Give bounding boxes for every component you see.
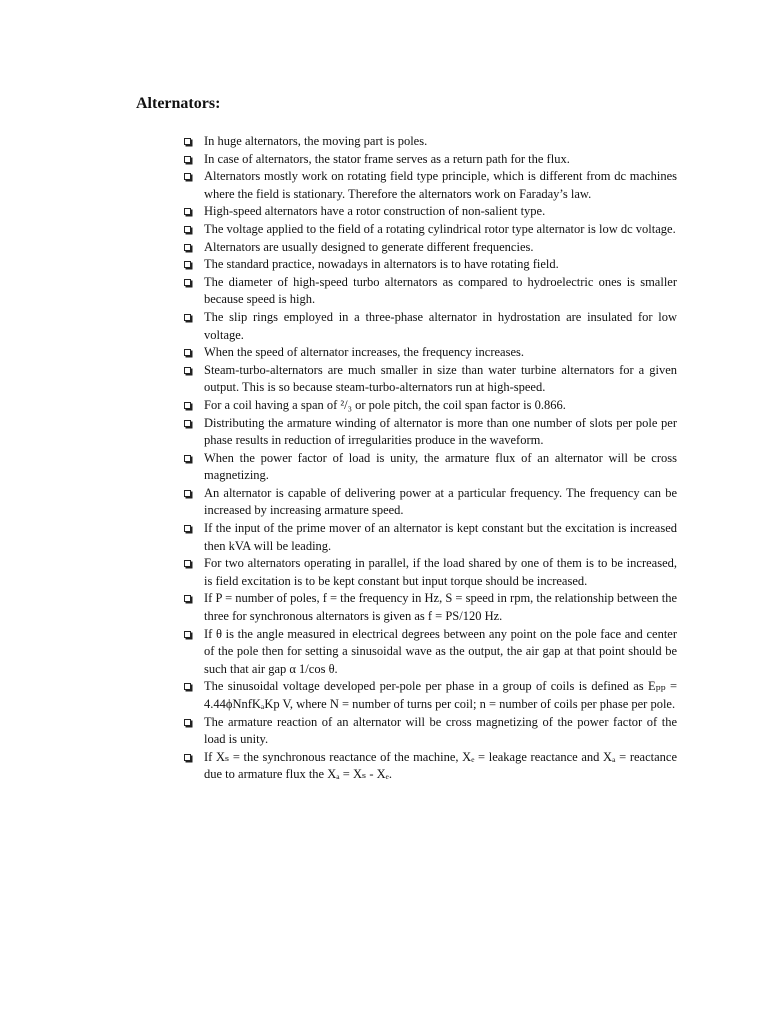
checkbox-bullet-icon xyxy=(184,314,191,321)
list-item xyxy=(184,309,677,344)
list-item xyxy=(184,555,677,590)
list-item-text: In case of alternators, the stator frame serves as a return path for the flux. xyxy=(204,151,570,166)
list-item-text: Alternators mostly work on rotating field type principle, which is different from dc machines where the field is stationary. Therefore the alternators work on Faraday’s law. xyxy=(204,169,677,201)
list-item xyxy=(184,362,677,397)
checkbox-bullet-icon xyxy=(184,455,191,462)
list-item xyxy=(184,256,677,274)
checkbox-bullet-icon xyxy=(184,402,191,409)
list-item-text: For two alternators operating in parallel, if the load shared by one of them is to be increased, is field excitation is to be kept constant but input torque should be increased. xyxy=(204,556,677,588)
checkbox-bullet-icon xyxy=(184,226,191,233)
list-item xyxy=(184,274,677,309)
list-item-text: Alternators are usually designed to generate different frequencies. xyxy=(204,239,534,254)
list-item xyxy=(184,590,677,625)
list-item xyxy=(184,239,677,257)
bullet-list xyxy=(184,133,677,784)
list-item-text: The sinusoidal voltage developed per-pole per phase in a group of coils is defined as Eₚₚ = 4.44ϕNnfKₐKp V, where N = number of turns per coil; n = number of coils per phase per pole. xyxy=(204,679,677,711)
checkbox-bullet-icon xyxy=(184,349,191,356)
list-item xyxy=(184,485,677,520)
checkbox-bullet-icon xyxy=(184,631,191,638)
document-title: Alternators: xyxy=(136,95,221,112)
checkbox-bullet-icon xyxy=(184,595,191,602)
list-item-text: If θ is the angle measured in electrical degrees between any point on the pole face and center of the pole then for setting a sinusoidal wave as the output, the air gap at that point should be such that air gap α 1/cos θ. xyxy=(204,626,677,676)
checkbox-bullet-icon xyxy=(184,754,191,761)
list-item xyxy=(184,203,677,221)
list-item xyxy=(184,520,677,555)
list-item xyxy=(184,678,677,713)
list-item xyxy=(184,168,677,203)
list-item-text: When the speed of alternator increases, the frequency increases. xyxy=(204,345,524,360)
checkbox-bullet-icon xyxy=(184,525,191,532)
list-item xyxy=(184,133,677,151)
list-item-text: In huge alternators, the moving part is poles. xyxy=(204,134,428,148)
list-item xyxy=(184,397,677,415)
checkbox-bullet-icon xyxy=(184,173,191,180)
list-item-text: High-speed alternators have a rotor construction of non-salient type. xyxy=(204,204,546,219)
list-item-text: If the input of the prime mover of an alternator is kept constant but the excitation is increased then kVA will be leading. xyxy=(204,521,677,553)
list-item-text: An alternator is capable of delivering power at a particular frequency. The frequency can be increased by increasing armature speed. xyxy=(204,485,677,518)
list-item xyxy=(184,344,677,362)
list-item-text: Distributing the armature winding of alternator is more than one number of slots per pole per phase results in reduction of irregularities produce in the waveform. xyxy=(204,415,677,448)
checkbox-bullet-icon xyxy=(184,420,191,427)
list-item-text: When the power factor of load is unity, the armature flux of an alternator will be cross magnetizing. xyxy=(204,450,677,483)
list-item-text: Steam-turbo-alternators are much smaller in size than water turbine alternators for a given output. This is so because steam-turbo-alternators run at high-speed. xyxy=(204,362,677,395)
list-item-text: The voltage applied to the field of a rotating cylindrical rotor type alternator is low dc voltage. xyxy=(204,221,676,236)
checkbox-bullet-icon xyxy=(184,367,191,374)
list-item xyxy=(184,151,677,169)
checkbox-bullet-icon xyxy=(184,279,191,286)
list-item-text: The slip rings employed in a three-phase alternator in hydrostation are insulated for low voltage. xyxy=(204,309,677,342)
checkbox-bullet-icon xyxy=(184,244,191,251)
checkbox-bullet-icon xyxy=(184,490,191,497)
list-item xyxy=(184,714,677,749)
list-item xyxy=(184,221,677,239)
checkbox-bullet-icon xyxy=(184,261,191,268)
list-item-text: The diameter of high-speed turbo alternators as compared to hydroelectric ones is smaller because speed is high. xyxy=(204,274,677,307)
list-item-text: For a coil having a span of ²/₃ or pole pitch, the coil span factor is 0.866. xyxy=(204,397,566,412)
list-item-text: The armature reaction of an alternator will be cross magnetizing of the power factor of the load is unity. xyxy=(204,714,677,747)
checkbox-bullet-icon xyxy=(184,560,191,567)
checkbox-bullet-icon xyxy=(184,719,191,726)
list-item-text: The standard practice, nowadays in alternators is to have rotating field. xyxy=(204,257,559,272)
list-item xyxy=(184,626,677,679)
list-item xyxy=(184,415,677,450)
checkbox-bullet-icon xyxy=(184,156,191,163)
checkbox-bullet-icon xyxy=(184,208,191,215)
list-item xyxy=(184,749,677,784)
list-item-text: If Xₛ = the synchronous reactance of the machine, Xₑ = leakage reactance and Xₐ = reactance due to armature flux the Xₐ = Xₛ - Xₑ. xyxy=(204,749,677,782)
list-item-text: If P = number of poles, f = the frequency in Hz, S = speed in rpm, the relationship between the three for synchronous alternators is given as f = PS/120 Hz. xyxy=(204,591,677,624)
checkbox-bullet-icon xyxy=(184,138,191,145)
checkbox-bullet-icon xyxy=(184,683,191,690)
list-item xyxy=(184,450,677,485)
